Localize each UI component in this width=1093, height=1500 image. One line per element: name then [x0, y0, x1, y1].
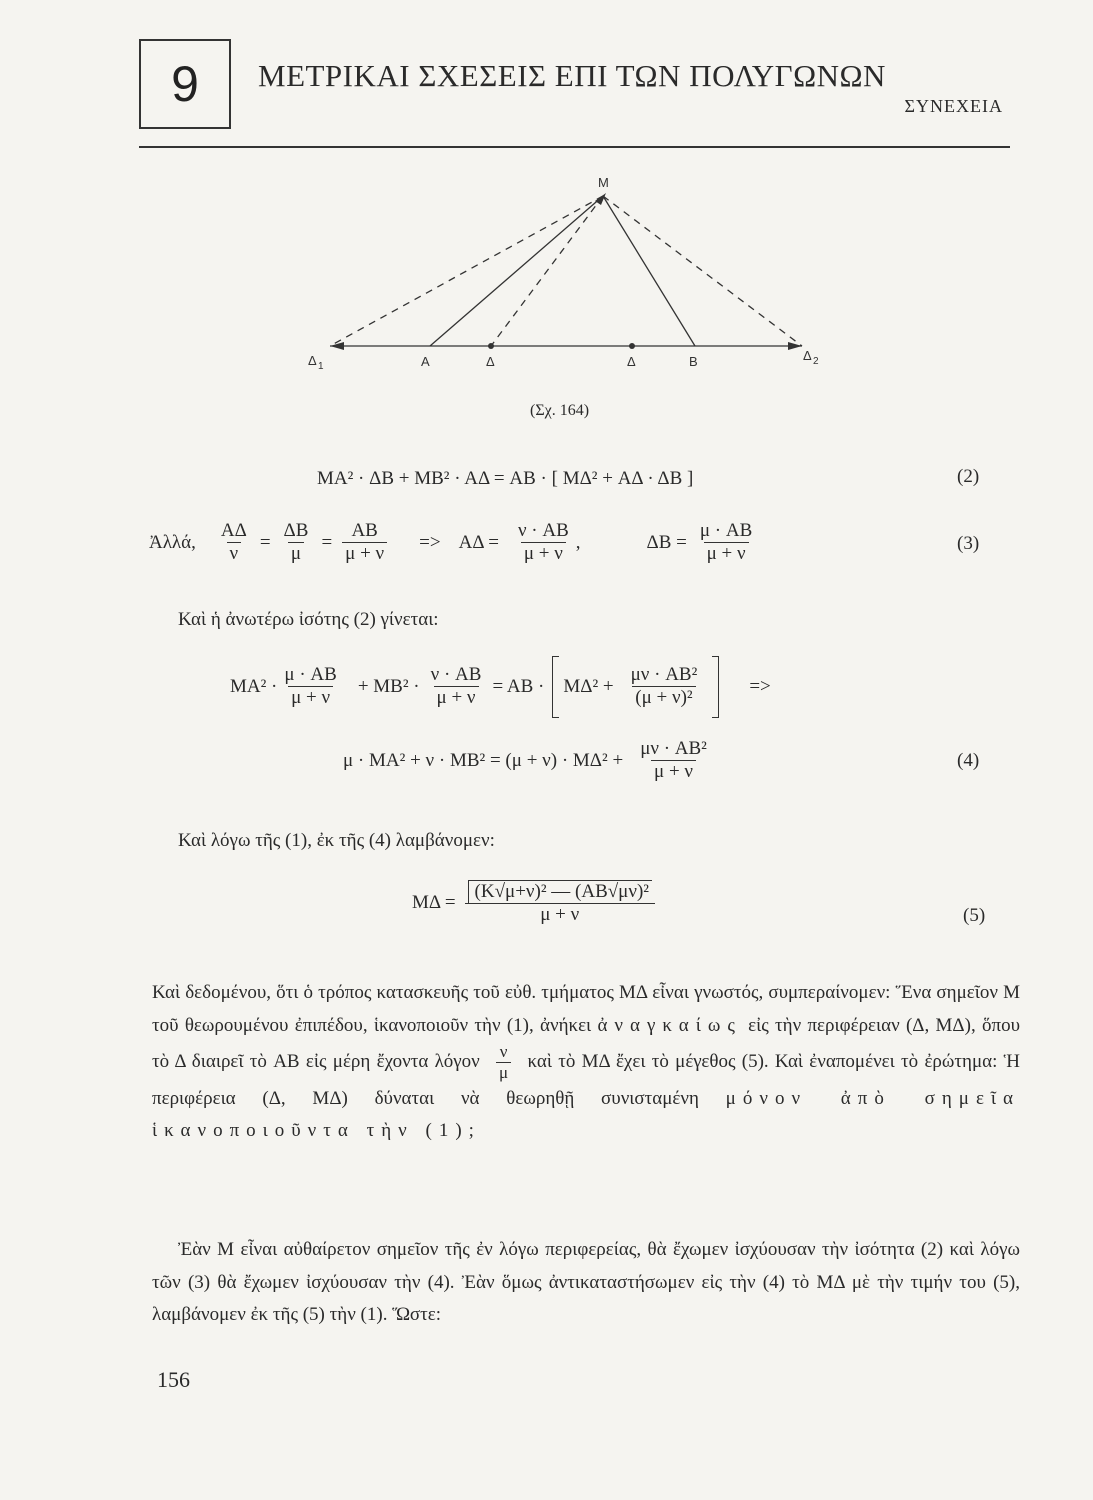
label-D-right: Δ	[627, 354, 636, 369]
segment-MD2-dashed	[603, 196, 802, 346]
emphasis-necessarily: ἀναγκαίως	[597, 1014, 742, 1036]
eq3-frac-2: $\frac{\Delta B}{\mu}$	[283, 520, 309, 564]
eqsub-frac-2: $\frac{\nu \cdot AB}{\mu + \nu}$	[430, 664, 482, 709]
label-D2: Δ	[803, 348, 812, 363]
figure-caption: (Σχ. 164)	[530, 402, 590, 419]
point-D-right	[629, 343, 635, 349]
eq3-intro: Ἀλλά,	[149, 531, 196, 553]
text-after-eq3: Καὶ ἡ ἀνωτέρω ἰσότης (2) γίνεται:	[178, 609, 439, 630]
label-D1: Δ	[308, 353, 317, 368]
segment-MD1-dashed	[330, 196, 603, 346]
equation-2: MA² · ΔB + MB² · AΔ = AB · [ MΔ² + AΔ · ΔB ]	[317, 468, 694, 489]
eqsub-frac-3: $\frac{\text{μν · AB²}}{\text{(μ + ν)²}}$	[630, 664, 698, 709]
equation-3: Ἀλλά, $\frac{A\Delta}{\nu}$ = $\frac{\Delta B}{\mu}$ = $\frac{AB}{\mu + \nu}$ => AΔ = $\frac{\nu \cdot AB}{\mu + \nu}$ , ΔB = $\frac{\mu \cdot AB}{\mu + \nu}$	[149, 520, 759, 566]
equation-substituted: MA² · $\frac{\mu \cdot AB}{\mu + \nu}$ + MB² · $\frac{\nu \cdot AB}{\mu + \nu}$ = AB · MΔ² + $\frac{\text{μν · AB²}}{\text{(μ + ν)²}}$ =>	[230, 656, 771, 718]
label-D2-sub: 2	[813, 356, 819, 367]
eq3-db-frac: $\frac{\mu \cdot AB}{\mu + \nu}$	[699, 520, 753, 564]
eq5-frac: $\frac{\text{(K√μ+ν)² — (AB√μν)²}}{\mu + \nu}$	[468, 880, 652, 927]
ratio-fraction: $\frac{\nu}{\mu}$	[496, 1042, 511, 1083]
equation-5-number: (5)	[963, 905, 986, 926]
eq4-frac: $\frac{\text{μν · AB²}}{\mu + \nu}$	[640, 738, 707, 782]
left-bracket	[552, 656, 559, 718]
eq3-db-lhs: ΔB =	[646, 531, 687, 553]
label-D-left: Δ	[486, 354, 495, 369]
arrowhead-D2	[788, 342, 802, 350]
text-after-eq4: Καὶ λόγω τῆς (1), ἐκ τῆς (4) λαμβάνομεν:	[178, 830, 495, 851]
segment-MA	[430, 196, 603, 346]
eq3-frac-3: $\frac{AB}{\mu + \nu}$	[342, 520, 387, 566]
chapter-title: ΜΕΤΡΙΚΑΙ ΣΧΕΣΕΙΣ ΕΠΙ ΤΩΝ ΠΟΛΥΓΩΝΩΝ	[258, 58, 886, 93]
eq5-sqrt-numerator: (K√μ+ν)² — (AB√μν)²	[468, 880, 652, 903]
equation-2-number: (2)	[957, 466, 980, 487]
eqsub-frac-1: $\frac{\mu \cdot AB}{\mu + \nu}$	[284, 664, 337, 709]
chapter-subtitle: ΣΥΝΕΧΕΙΑ	[904, 96, 1003, 116]
geometry-figure	[290, 165, 850, 385]
eq3-frac-1: $\frac{A\Delta}{\nu}$	[220, 520, 247, 564]
equation-4: μ · MA² + ν · MB² = (μ + ν) · MΔ² + $\frac{\text{μν · AB²}}{\mu + \nu}$	[343, 738, 714, 784]
equation-5: MΔ = $\frac{\text{(K√μ+ν)² — (AB√μν)²}}{\mu + \nu}$	[412, 880, 656, 927]
equation-4-number: (4)	[957, 750, 980, 771]
segment-MD-dashed	[491, 196, 603, 346]
paragraph-2: Ἐὰν M εἶναι αὐθαίρετον σημεῖον τῆς ἐν λόγω περιφερείας, θὰ ἔχωμεν ἰσχύουσαν τὴν ἰσότητα (2) καὶ λόγω τῶν (3) θὰ ἔχωμεν ἰσχύουσαν τὴν (4). Ἐὰν ὅμως ἀντικαταστήσωμεν εἰς τὴν (4) τὸ MΔ μὲ τὴν τιμήν του (5), λαμβάνομεν ἐκ τῆς (5) τὴν (1). Ὥστε:	[152, 1239, 1020, 1325]
header-rule	[139, 146, 1010, 148]
arrowhead-D1	[330, 342, 344, 350]
page-number: 156	[157, 1367, 190, 1392]
label-D1-sub: 1	[318, 361, 324, 372]
chapter-number: 9	[171, 56, 199, 112]
equation-3-number: (3)	[957, 533, 980, 554]
label-A: A	[421, 354, 430, 369]
eq3-ad-frac: $\frac{\nu \cdot AB}{\mu + \nu}$	[517, 520, 569, 564]
chapter-number-box	[139, 39, 231, 129]
point-D-left	[488, 343, 494, 349]
emphasis-only-from-points: μόνον ἀπὸ σημεῖα ἱκανοποιοῦντα τὴν (1);	[152, 1087, 1020, 1142]
label-M: M	[598, 175, 609, 190]
segment-MB	[603, 196, 695, 346]
eq3-arrow: =>	[419, 531, 441, 553]
eq3-ad-lhs: AΔ =	[458, 531, 499, 553]
paragraph-1: Καὶ δεδομένου, ὅτι ὁ τρόπος κατασκευῆς τοῦ εὐθ. τμήματος MΔ εἶναι γνωστός, συμπεραίνομεν: Ἕνα σημεῖον M τοῦ θεωρουμένου ἐπιπέδου, ἱκανοποιοῦν τὴν (1), ἀνήκει ἀναγκαίως εἰς τὴν περιφέρειαν (Δ, MΔ), ὅπου τὸ Δ διαιρεῖ τὸ AB εἰς μέρη ἔχοντα λόγον $\frac{\nu}{\mu}$ καὶ τὸ MΔ ἔχει τὸ μέγεθος (5). Καὶ ἐναπομένει τὸ ἐρώτημα: Ἡ περιφέρεια (Δ, MΔ) δύναται νὰ θεωρηθῇ συνισταμένη μόνον ἀπὸ σημεῖα ἱκανοποιοῦντα τὴν (1);	[152, 982, 1021, 1142]
right-bracket	[712, 656, 719, 718]
label-B: B	[689, 354, 698, 369]
